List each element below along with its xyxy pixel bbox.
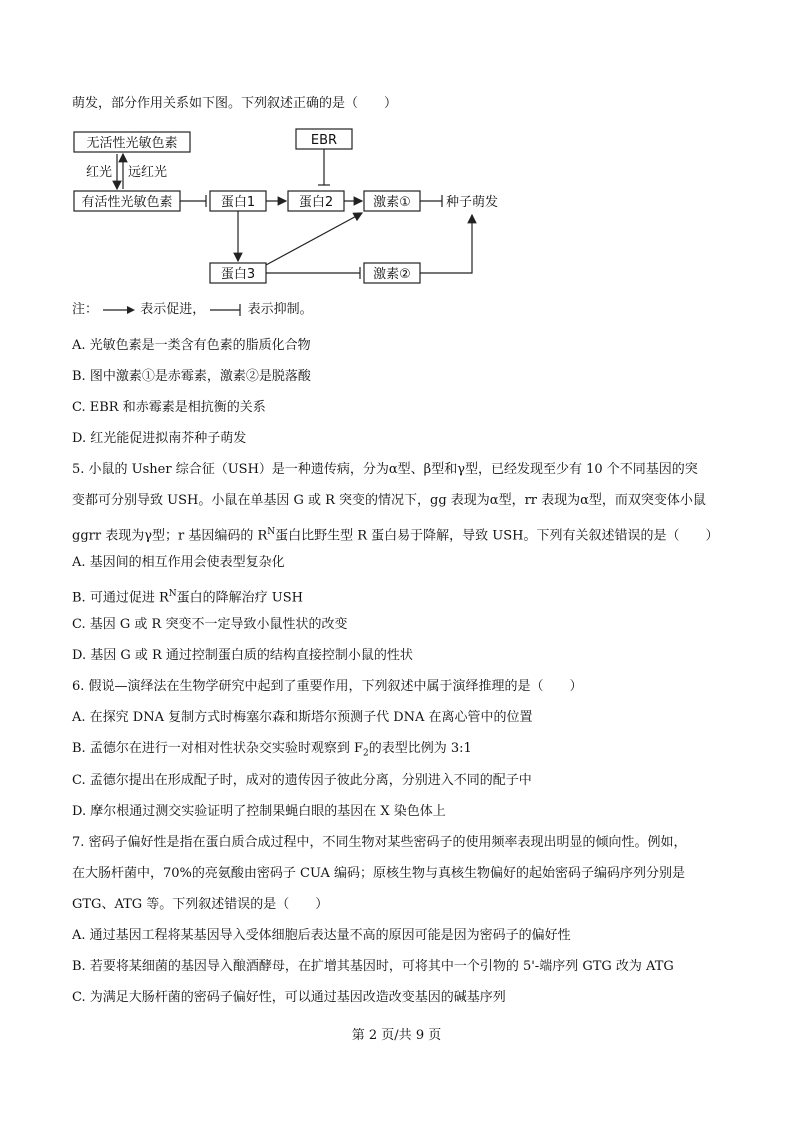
q4-option-b: B. 图中激素①是赤霉素，激素②是脱落酸 — [72, 369, 311, 384]
q4-option-c: C. EBR 和赤霉素是相抗衡的关系 — [72, 400, 266, 415]
protein3-label: 蛋白3 — [220, 267, 256, 282]
hormone-pathway-diagram — [72, 127, 512, 292]
diagram-note: 注： 表示促进， 表示抑制。 — [72, 302, 313, 317]
q4-option-d: D. 红光能促进拟南芥种子萌发 — [72, 431, 247, 446]
q5-stem-line1: 5. 小鼠的 Usher 综合征（USH）是一种遗传病，分为α型、β型和γ型，已经发现至少有 10 个不同基因的突 — [72, 462, 698, 477]
q5-stem-line3: ggrr 表现为γ型；r 基因编码的 $R^N$蛋白比野生型 R 蛋白易于降解，导致 USH。下列有关叙述错误的是（ ） — [72, 527, 719, 544]
question-intro: 萌发，部分作用关系如下图。下列叙述正确的是（ ） — [72, 96, 398, 111]
q6-option-a: A. 在探究 DNA 复制方式时梅塞尔森和斯塔尔预测子代 DNA 在离心管中的位置 — [72, 710, 533, 725]
ebr-label: EBR — [310, 133, 338, 148]
q7-stem-line2: 在大肠杆菌中，70%的亮氨酸由密码子 CUA 编码；原核生物与真核生物偏好的起始密码子编码序列分别是 — [72, 866, 686, 881]
q7-option-b: B. 若要将某细菌的基因导入酿酒酵母，在扩增其基因时，可将其中一个引物的 5'-端序列 GTG 改为 ATG — [72, 959, 674, 974]
inactive-phytochrome-label: 无活性光敏色素 — [86, 136, 178, 151]
red-light-label: 红光 — [86, 165, 113, 180]
q6-option-c: C. 孟德尔提出在形成配子时，成对的遗传因子彼此分离，分别进入不同的配子中 — [72, 773, 532, 788]
q5-option-b: B. 可通过促进 $R^N$蛋白的降解治疗 USH — [72, 589, 303, 606]
q7-stem-line3: GTG、ATG 等。下列叙述错误的是（ ） — [72, 897, 329, 912]
q6-option-d: D. 摩尔根通过测交实验证明了控制果蝇白眼的基因在 X 染色体上 — [72, 804, 446, 819]
hormone2-label: 激素② — [373, 267, 411, 282]
q5-option-c: C. 基因 G 或 R 突变不一定导致小鼠性状的改变 — [72, 617, 348, 632]
inhibit-legend-icon — [209, 304, 243, 316]
q4-option-a: A. 光敏色素是一类含有色素的脂质化合物 — [72, 338, 311, 353]
q5-option-d: D. 基因 G 或 R 通过控制蛋白质的结构直接控制小鼠的性状 — [72, 648, 413, 663]
far-red-label: 远红光 — [128, 165, 168, 180]
q7-option-c: C. 为满足大肠杆菌的密码子偏好性，可以通过基因改造改变基因的碱基序列 — [72, 990, 506, 1005]
promote-legend-icon — [102, 305, 136, 315]
q5-option-a: A. 基因间的相互作用会使表型复杂化 — [72, 555, 285, 570]
page-footer: 第 2 页/共 9 页 — [351, 1028, 442, 1043]
q7-option-a: A. 通过基因工程将某基因导入受体细胞后表达量不高的原因可能是因为密码子的偏好性 — [72, 928, 571, 943]
q6-stem: 6. 假说—演绎法在生物学研究中起到了重要作用，下列叙述中属于演绎推理的是（ ） — [72, 679, 583, 694]
q5-stem-line2: 变都可分别导致 USH。小鼠在单基因 G 或 R 突变的情况下，gg 表现为α型，rr 表现为α型，而双突变体小鼠 — [72, 493, 706, 508]
q6-option-b: B. 孟德尔在进行一对相对性状杂交实验时观察到 $F_2$的表型比例为 3:1 — [72, 741, 472, 759]
active-phytochrome-label: 有活性光敏色素 — [81, 195, 173, 210]
hormone1-label: 激素① — [373, 195, 411, 210]
protein2-label: 蛋白2 — [298, 195, 334, 210]
germination-label: 种子萌发 — [446, 195, 499, 210]
protein1-label: 蛋白1 — [220, 195, 256, 210]
q7-stem-line1: 7. 密码子偏好性是指在蛋白质合成过程中，不同生物对某些密码子的使用频率表现出明显的倾向性。例如， — [72, 835, 687, 850]
